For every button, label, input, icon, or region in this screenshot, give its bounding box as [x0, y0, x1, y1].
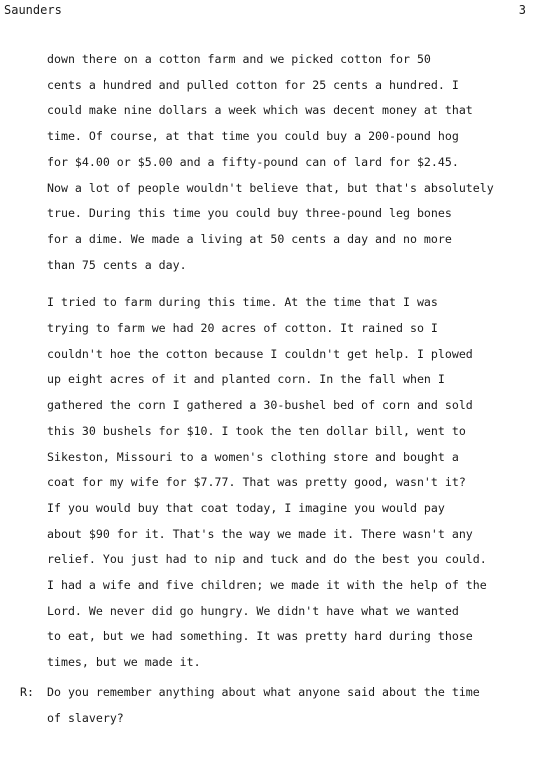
text-line: down there on a cotton farm and we picked cotton for 50: [47, 52, 431, 66]
text-line: trying to farm we had 20 acres of cotton. It rained so I: [47, 321, 438, 336]
text-line: time. Of course, at that time you could buy a 200-pound hog: [47, 129, 459, 144]
text-line: times, but we made it.: [47, 655, 201, 670]
text-line: I had a wife and five children; we made it with the help of the: [47, 578, 487, 593]
text-line: gathered the corn I gathered a 30-bushel bed of corn and sold: [47, 398, 473, 413]
text-line: for $4.00 or $5.00 and a fifty-pound can of lard for $2.45.: [47, 154, 459, 169]
text-line: to eat, but we had something. It was pretty hard during those: [47, 629, 473, 644]
text-line: true. During this time you could buy three-pound leg bones: [47, 206, 452, 221]
text-line: cents a hundred and pulled cotton for 25 cents a hundred. I: [47, 77, 459, 92]
text-line: about $90 for it. That's the way we made it. There wasn't any: [47, 526, 473, 541]
header-name: Saunders: [4, 3, 62, 17]
question-text: [47, 680, 480, 731]
text-line: Now a lot of people wouldn't believe that, but that's absolutely: [47, 180, 494, 195]
text-line: If you would buy that coat today, I imagine you would pay: [47, 500, 445, 515]
paragraph: [47, 290, 537, 676]
text-line: couldn't hoe the cotton because I couldn't get help. I plowed: [47, 346, 473, 361]
text-line: for a dime. We made a living at 50 cents a day and no more: [47, 231, 452, 246]
text-line: Lord. We never did go hungry. We didn't have what we wanted: [47, 603, 459, 618]
text-line: coat for my wife for $7.77. That was pretty good, wasn't it?: [47, 475, 466, 490]
text-line: than 75 cents a day.: [47, 257, 187, 272]
text-line: could make nine dollars a week which was decent money at that: [47, 103, 473, 118]
page-number: 3: [518, 3, 526, 17]
text-line: of slavery?: [47, 710, 124, 725]
text-line: Do you remember anything about what anyone said about the time: [47, 685, 480, 699]
text-line: relief. You just had to nip and tuck and do the best you could.: [47, 552, 487, 567]
speaker-label: R:: [20, 685, 34, 699]
text-line: this 30 bushels for $10. I took the ten dollar bill, went to: [47, 423, 466, 438]
text-line: I tried to farm during this time. At the time that I was: [47, 295, 438, 310]
text-line: up eight acres of it and planted corn. In the fall when I: [47, 372, 445, 387]
paragraph: [47, 47, 537, 278]
transcript-body: [47, 47, 537, 676]
text-line: Sikeston, Missouri to a women's clothing store and bought a: [47, 449, 459, 464]
